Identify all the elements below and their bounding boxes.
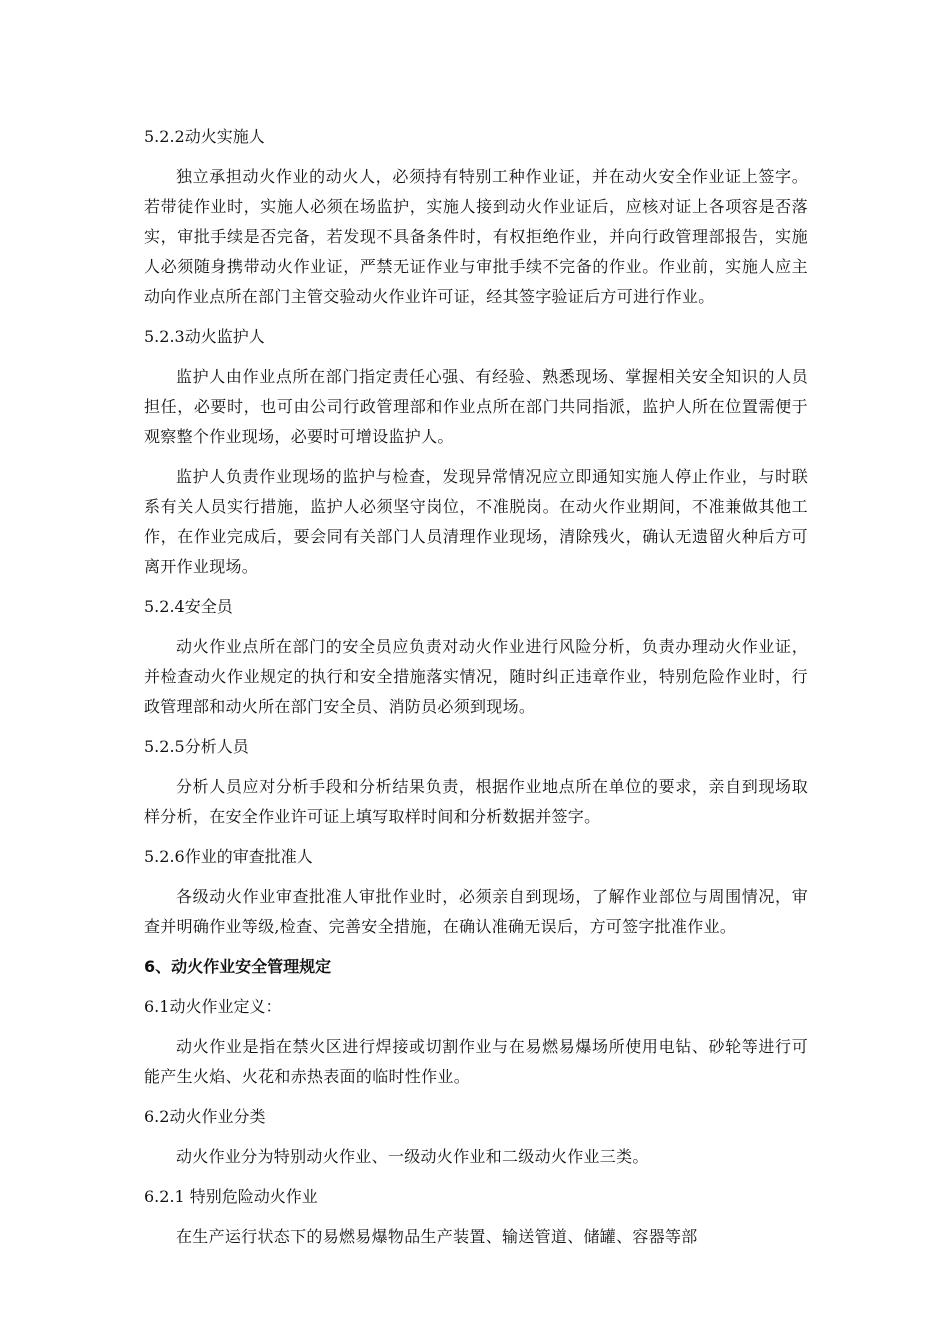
paragraph-5-2-4: 动火作业点所在部门的安全员应负责对动火作业进行风险分析，负责办理动火作业证，并检查动火作业规定的执行和安全措施落实情况，随时纠正违章作业，特别危险作业时，行政管理部和动火所在部门安全员、消防员必须到现场。 <box>144 637 808 716</box>
section-heading-5-2-2: 5.2.2动火实施人 <box>144 127 265 146</box>
paragraph-5-2-6: 各级动火作业审查批准人审批作业时，必须亲自到现场，了解作业部位与周围情况，审查并明确作业等级,检查、完善安全措施，在确认准确无误后，方可签字批准作业。 <box>144 887 808 936</box>
paragraph-5-2-2: 独立承担动火作业的动火人，必须持有特别工种作业证，并在动火安全作业证上签字。若带徒作业时，实施人必须在场监护，实施人接到动火作业证后，应核对证上各项容是否落实，审批手续是否完备，若发现不具备条件时，有权拒绝作业，并向行政管理部报告，实施人必须随身携带动火作业证，严禁无证作业与审批手续不完备的作业。作业前，实施人应主动向作业点所在部门主管交验动火作业许可证，经其签字验证后方可进行作业。 <box>144 167 808 306</box>
section-heading-5-2-6: 5.2.6作业的审查批准人 <box>144 847 313 866</box>
chapter-title-6: 6、动火作业安全管理规定 <box>144 957 332 976</box>
paragraph-5-2-5: 分析人员应对分析手段和分析结果负责，根据作业地点所在单位的要求，亲自到现场取样分析，在安全作业许可证上填写取样时间和分析数据并签字。 <box>144 777 808 826</box>
section-heading-5-2-3: 5.2.3动火监护人 <box>144 327 265 346</box>
document-body <box>144 122 808 1262</box>
paragraph-5-2-3-b: 监护人负责作业现场的监护与检查，发现异常情况应立即通知实施人停止作业，与时联系有关人员实行措施，监护人必须坚守岗位，不准脱岗。在动火作业期间，不准兼做其他工作，在作业完成后，要会同有关部门人员清理作业现场，清除残火，确认无遗留火种后方可离开作业现场。 <box>144 467 808 576</box>
paragraph-5-2-3-a: 监护人由作业点所在部门指定责任心强、有经验、熟悉现场、掌握相关安全知识的人员担任，必要时，也可由公司行政管理部和作业点所在部门共同指派，监护人所在位置需便于观察整个作业现场，必要时可增设监护人。 <box>144 367 808 446</box>
section-heading-6-1: 6.1动火作业定义： <box>144 997 282 1016</box>
section-heading-6-2-1: 6.2.1 特别危险动火作业 <box>144 1187 318 1206</box>
section-heading-5-2-4: 5.2.4安全员 <box>144 597 233 616</box>
paragraph-6-1: 动火作业是指在禁火区进行焊接或切割作业与在易燃易爆场所使用电钻、砂轮等进行可能产生火焰、火花和赤热表面的临时性作业。 <box>144 1037 808 1086</box>
paragraph-6-2: 动火作业分为特别动火作业、一级动火作业和二级动火作业三类。 <box>176 1147 649 1166</box>
section-heading-6-2: 6.2动火作业分类 <box>144 1107 266 1126</box>
paragraph-6-2-1: 在生产运行状态下的易燃易爆物品生产装置、输送管道、储罐、容器等部 <box>176 1227 698 1246</box>
section-heading-5-2-5: 5.2.5分析人员 <box>144 737 249 756</box>
